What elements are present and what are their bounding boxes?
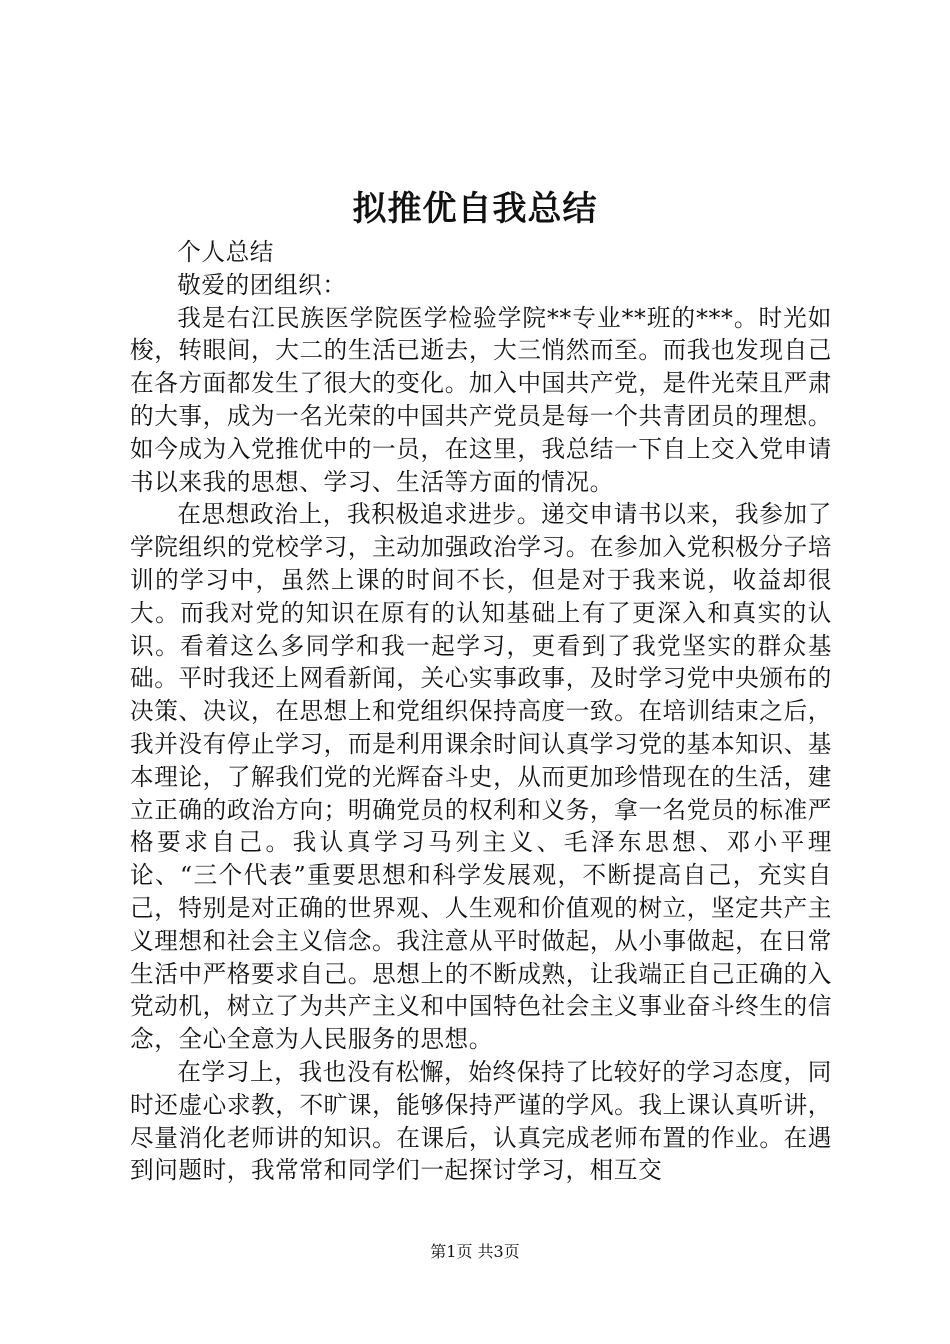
paragraph-study: 在学习上，我也没有松懈，始终保持了比较好的学习态度，同时还虚心求教，不旷课，能够保持严谨的学风。我上课认真听讲，尽量消化老师讲的知识。在课后，认真完成老师布置的作业。在遇到问题时，我常常和同学们一起探讨学习，相互交 — [130, 1057, 832, 1185]
document-title: 拟推优自我总结 — [352, 189, 598, 229]
document-body — [130, 236, 832, 1187]
paragraph-salutation: 敬爱的团组织： — [177, 270, 347, 299]
paragraph-heading: 个人总结 — [177, 238, 274, 266]
paragraph-political-thought: 在思想政治上，我积极追求进步。递交申请书以来，我参加了学院组织的党校学习，主动加强政治学习。在参加入党积极分子培训的学习中，虽然上课的时间不长，但是对于我来说，收益却很大。而我对党的知识在原有的认知基础上有了更深入和真实的认识。看着这么多同学和我一起学习，更看到了我党坚实的群众基础。平时我还上网看新闻，关心实事政事，及时学习党中央颁布的决策、决议，在思想上和党组织保持高度一致。在培训结束之后，我并没有停止学习，而是利用课余时间认真学习党的基本知识、基本理论，了解我们党的光辉奋斗史，从而更加珍惜现在的生活，建立正确的政治方向；明确党员的权利和义务，拿一名党员的标准严格要求自己。我认真学习马列主义、毛泽东思想、邓小平理论、“三个代表”重要思想和科学发展观，不断提高自己，充实自己，特别是对正确的世界观、人生观和价值观的树立，坚定共产主义理想和社会主义信念。我注意从平时做起，从小事做起，在日常生活中严格要求自己。思想上的不断成熟，让我端正自己正确的入党动机，树立了为共产主义和中国特色社会主义事业奋斗终生的信念，全心全意为人民服务的思想。 — [130, 500, 832, 1054]
page-footer: 第1页 共3页 — [430, 1242, 520, 1261]
paragraph-introduction: 我是右江民族医学院医学检验学院**专业**班的***。时光如梭，转眼间，大二的生活已逝去，大三悄然而至。而我也发现自己在各方面都发生了很大的变化。加入中国共产党，是件光荣且严肃的大事，成为一名光荣的中国共产党员是每一个共青团员的理想。如今成为入党推优中的一员，在这里，我总结一下自上交入党申请书以来我的思想、学习、生活等方面的情况。 — [130, 303, 832, 496]
